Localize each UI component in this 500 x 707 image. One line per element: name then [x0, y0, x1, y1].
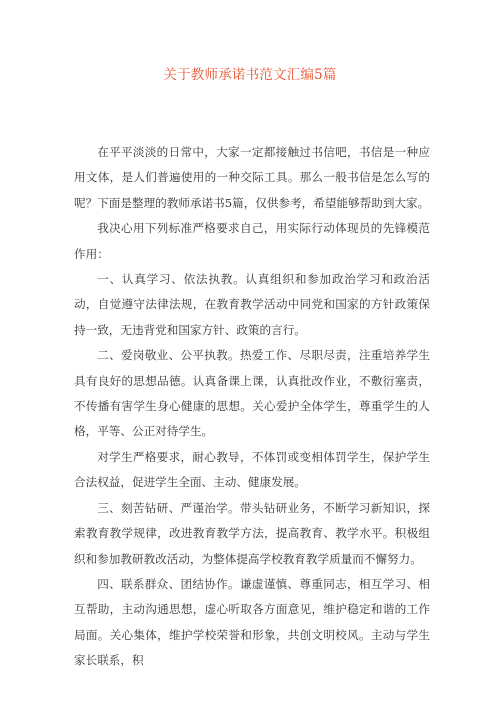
paragraph-item-1: 一、认真学习、依法执教。认真组织和参加政治学习和政治活动，自觉遵守法律法规，在教育教学活动中同党和国家的方针政策保持一致，无违背党和国家方针、政策的言行。 [74, 272, 430, 337]
paragraph-item-4: 四、联系群众、团结协作。谦虚谨慎、尊重同志，相互学习、相互帮助，主动沟通思想，虚心听取各方面意见，维护稳定和谐的工作局面。关心集体，维护学校荣誉和形象，共创文明校风。主动与学生家长联系，积 [74, 576, 430, 668]
document-body [74, 140, 430, 674]
document-title: 关于教师承诺书范文汇编5篇 [163, 67, 337, 83]
paragraph-item-2-continued: 对学生严格要求，耐心教导，不体罚或变相体罚学生，保护学生合法权益，促进学生全面、主动、健康发展。 [74, 449, 430, 490]
paragraph-item-3: 三、刻苦钻研、严谨治学。带头钻研业务，不断学习新知识，探索教育教学规律，改进教育教学方法，提高教育、教学水平。积极组织和参加教研教改活动，为整体提高学校教育教学质量而不懈努力。 [74, 500, 430, 566]
paragraph-item-2: 二、爱岗敬业、公平执教。热爱工作、尽职尽责，注重培养学生具有良好的思想品德。认真备课上课，认真批改作业，不敷衍塞责，不传播有害学生身心健康的思想。关心爱护全体学生，尊重学生的人格，平等、公正对待学生。 [74, 348, 430, 439]
paragraph-resolution: 我决心用下列标准严格要求自己，用实际行动体现员的先锋模范作用： [74, 221, 430, 261]
paragraph-intro: 在平平淡淡的日常中，大家一定都接触过书信吧，书信是一种应用文体，是人们普遍使用的一种交际工具。那么一般书信是怎么写的呢？下面是整理的教师承诺书5篇，仅供参考，希望能够帮助到大家。 [74, 145, 430, 210]
